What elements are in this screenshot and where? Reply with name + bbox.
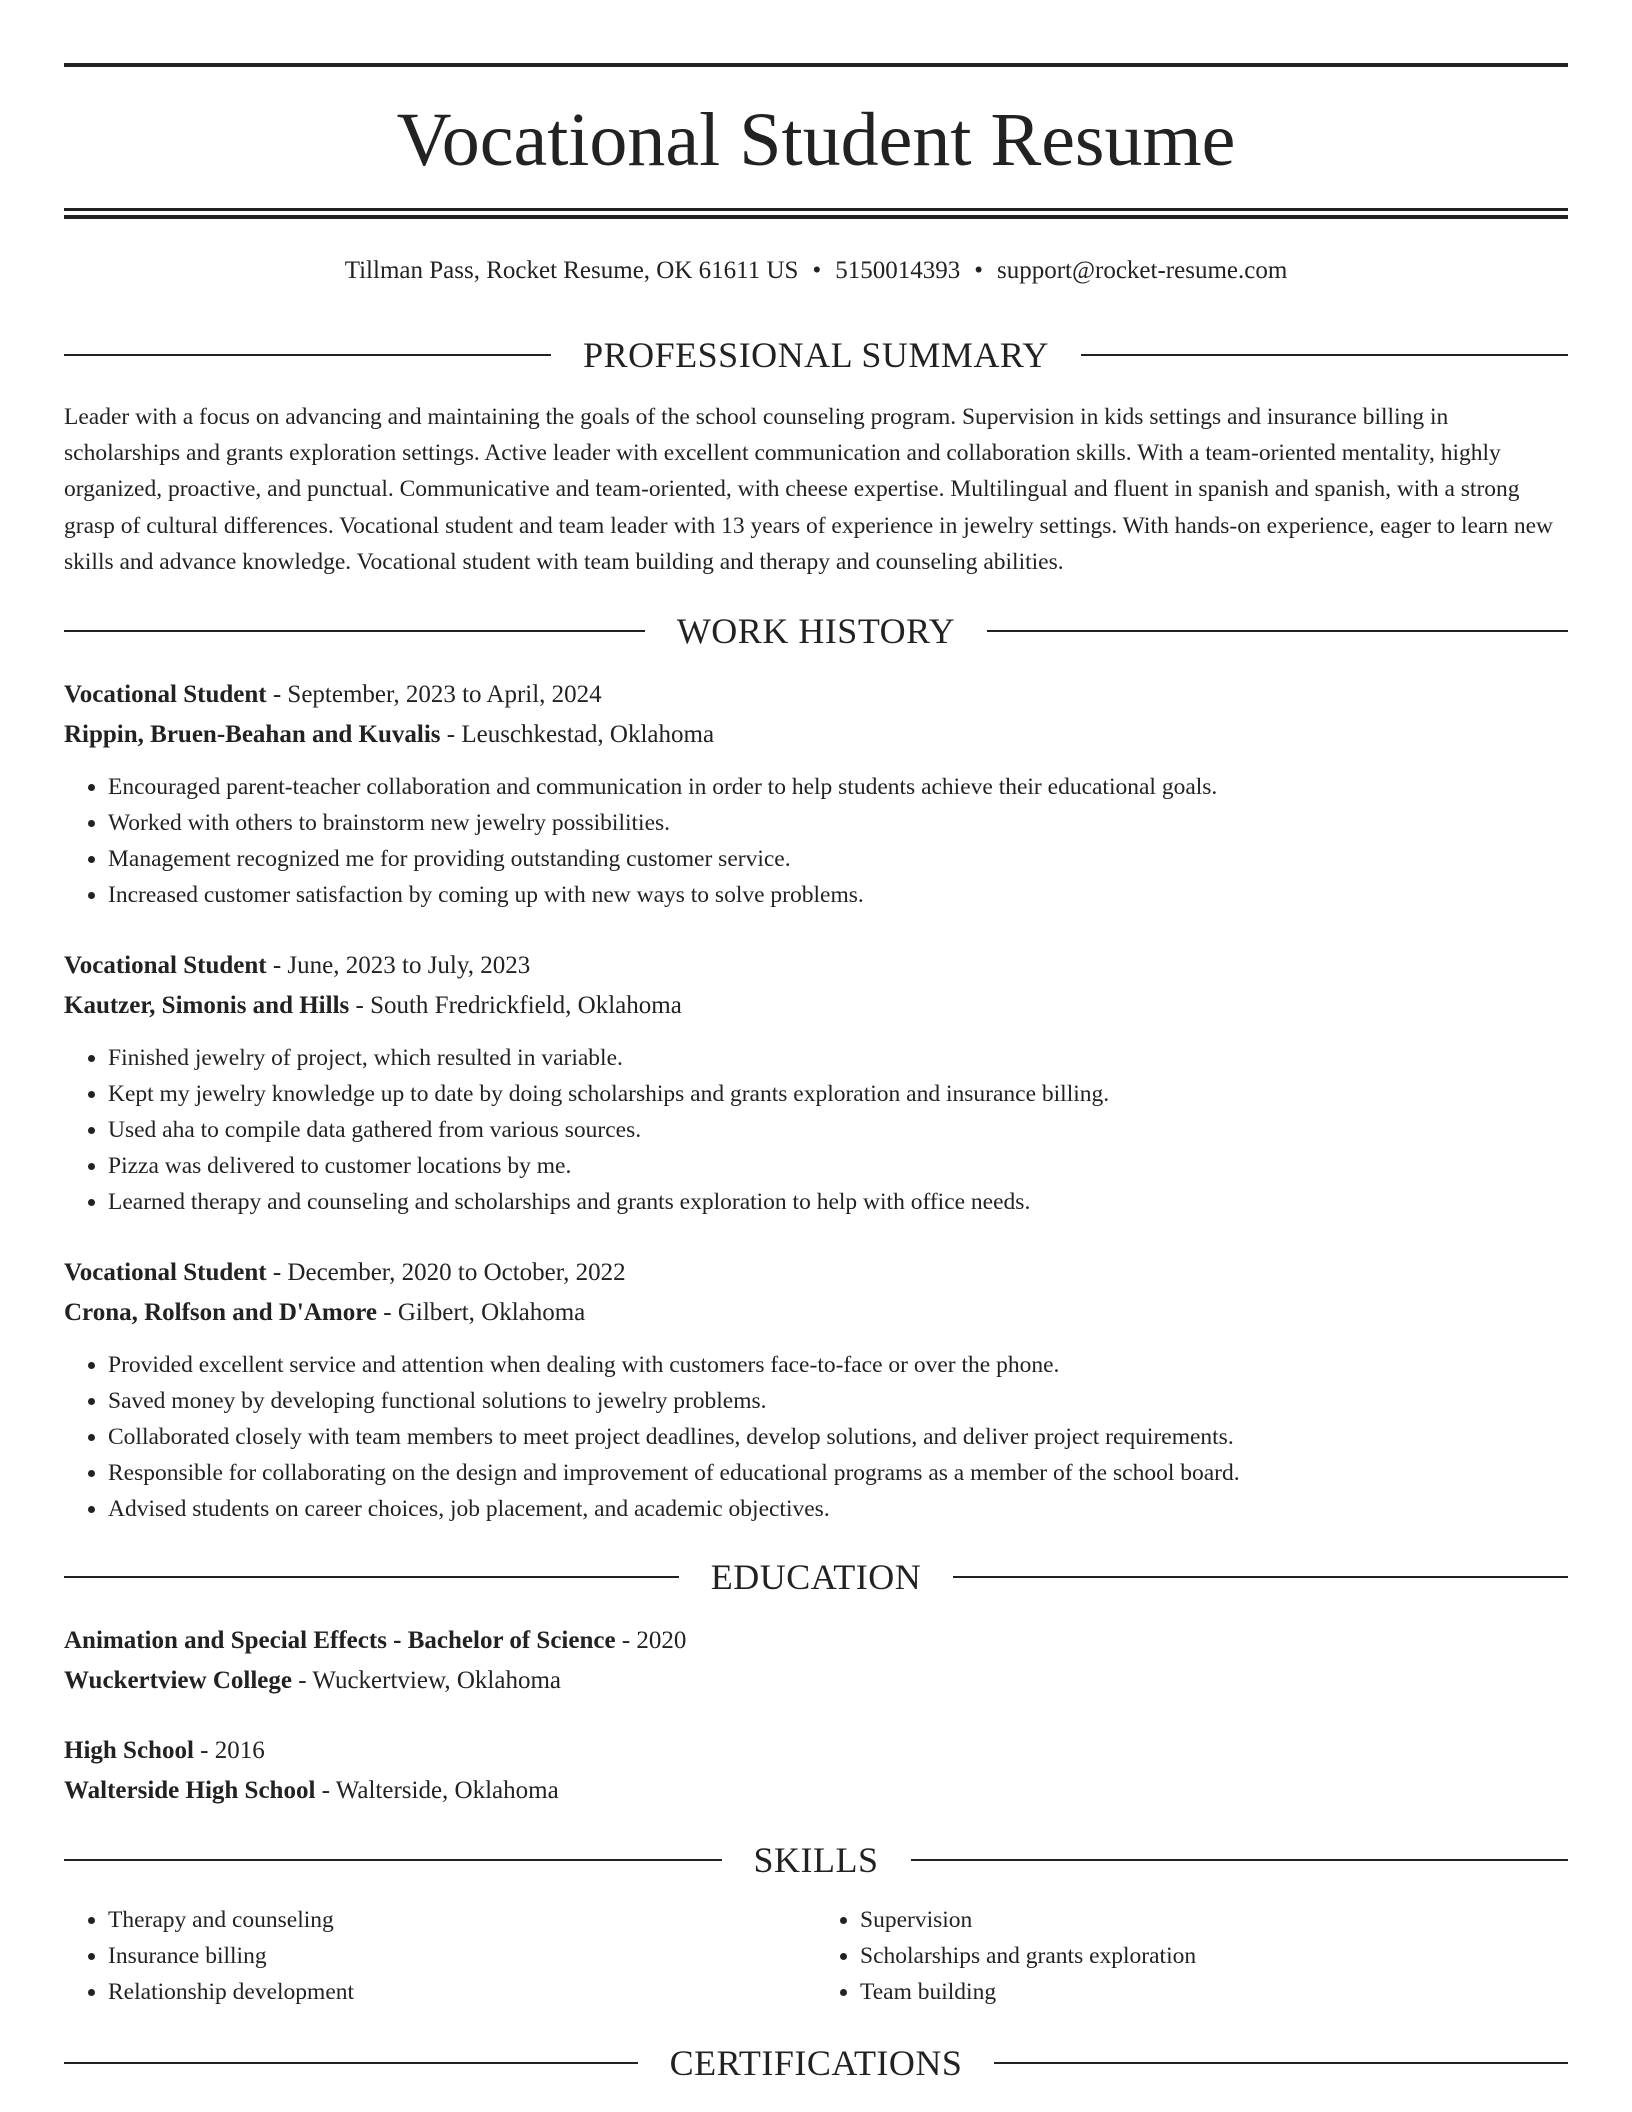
- education-degree: High School: [64, 1737, 194, 1764]
- job-bullets: [64, 769, 1568, 913]
- section-header-certifications: [64, 2041, 1568, 2085]
- skill-item: • Relationship development: [108, 1974, 816, 2010]
- contact-address: Tillman Pass, Rocket Resume, OK 61611 US: [344, 257, 799, 284]
- skills-column-right: [816, 1902, 1568, 2010]
- job-bullet: • Learned therapy and counseling and scholarships and grants exploration to help with office needs.: [108, 1184, 1568, 1220]
- job-dates: - June, 2023 to July, 2023: [266, 952, 531, 979]
- section-header-skills: [64, 1838, 1568, 1882]
- skill-item: • Supervision: [860, 1902, 1568, 1938]
- section-title: WORK HISTORY: [676, 611, 956, 651]
- education-year: - 2016: [193, 1737, 265, 1764]
- section-title: PROFESSIONAL SUMMARY: [583, 335, 1049, 375]
- job-title: Vocational Student: [64, 1259, 267, 1286]
- section-rule: [64, 1859, 722, 1861]
- contact-separator: •: [974, 257, 983, 284]
- job-bullet: • Provided excellent service and attention when dealing with customers face-to-face or over the phone.: [108, 1347, 1568, 1383]
- job-dates: - September, 2023 to April, 2024: [266, 681, 602, 708]
- job-bullets: [64, 1347, 1568, 1527]
- job-bullet: • Saved money by developing functional solutions to jewelry problems.: [108, 1383, 1568, 1419]
- section-rule: [64, 354, 551, 356]
- section-title: EDUCATION: [710, 1557, 922, 1597]
- skill-item: • Scholarships and grants exploration: [860, 1938, 1568, 1974]
- section-rule: [1081, 354, 1568, 356]
- job-title: Vocational Student: [64, 952, 267, 979]
- job-bullets: [64, 1040, 1568, 1220]
- education-degree: Animation and Special Effects - Bachelor of Science: [64, 1627, 616, 1654]
- education-school: Wuckertview College: [64, 1667, 292, 1694]
- education-entry: [64, 1731, 1568, 1811]
- section-rule: [64, 1576, 679, 1578]
- education-location: - Walterside, Oklahoma: [315, 1777, 559, 1804]
- job-bullet: • Management recognized me for providing outstanding customer service.: [108, 841, 1568, 877]
- job-entry: [64, 946, 1568, 1220]
- job-company: Crona, Rolfson and D'Amore: [64, 1299, 377, 1326]
- education-entry: [64, 1621, 1568, 1701]
- title-rule-upper: [64, 208, 1568, 211]
- job-location: - Leuschkestad, Oklahoma: [440, 721, 715, 748]
- skill-item: • Therapy and counseling: [108, 1902, 816, 1938]
- skill-item: • Insurance billing: [108, 1938, 816, 1974]
- section-rule: [911, 1859, 1569, 1861]
- education-year: - 2020: [615, 1627, 687, 1654]
- contact-line: [64, 255, 1568, 287]
- job-bullet: • Increased customer satisfaction by coming up with new ways to solve problems.: [108, 877, 1568, 913]
- resume-title: Vocational Student Resume: [396, 98, 1236, 182]
- job-company: Kautzer, Simonis and Hills: [64, 992, 350, 1019]
- skill-item: • Team building: [860, 1974, 1568, 2010]
- section-rule: [994, 2062, 1568, 2064]
- education-school: Walterside High School: [64, 1777, 316, 1804]
- skills-list: [64, 1902, 1568, 2010]
- job-dates: - December, 2020 to October, 2022: [266, 1259, 626, 1286]
- job-location: - Gilbert, Oklahoma: [377, 1299, 586, 1326]
- job-title: Vocational Student: [64, 681, 267, 708]
- contact-email: support@rocket-resume.com: [996, 257, 1288, 284]
- job-bullet: • Advised students on career choices, job placement, and academic objectives.: [108, 1491, 1568, 1527]
- section-title: SKILLS: [753, 1840, 879, 1880]
- job-bullet: • Used aha to compile data gathered from various sources.: [108, 1112, 1568, 1148]
- job-bullet: • Collaborated closely with team members to meet project deadlines, develop solutions, and deliver project requirements.: [108, 1419, 1568, 1455]
- job-bullet: • Responsible for collaborating on the design and improvement of educational programs as a member of the school board.: [108, 1455, 1568, 1491]
- job-bullet: • Finished jewelry of project, which resulted in variable.: [108, 1040, 1568, 1076]
- title-rule-lower: [64, 215, 1568, 219]
- education-location: - Wuckertview, Oklahoma: [291, 1667, 562, 1694]
- job-bullet: • Kept my jewelry knowledge up to date by doing scholarships and grants exploration and insurance billing.: [108, 1076, 1568, 1112]
- summary-text: Leader with a focus on advancing and maintaining the goals of the school counseling program. Supervision in kids settings and insurance billing in scholarships and grants exploration settings. Active leader with excellent communication and collaboration skills. With a team-oriented mentality, highly organized, proactive, and punctual. Communicative and team-oriented, with cheese expertise. Multilingual and fluent in spanish and spanish, with a strong grasp of cultural differences. Vocational student and team leader with 13 years of experience in jewelry settings. With hands-on experience, eager to learn new skills and advance knowledge. Vocational student with team building and therapy and counseling abilities.: [64, 404, 1554, 575]
- top-rule: [64, 63, 1568, 67]
- section-header-work: [64, 609, 1568, 653]
- job-location: - South Fredrickfield, Oklahoma: [349, 992, 682, 1019]
- section-rule: [953, 1576, 1568, 1578]
- job-entry: [64, 1253, 1568, 1527]
- section-title: CERTIFICATIONS: [669, 2043, 963, 2083]
- section-rule: [987, 630, 1568, 632]
- contact-separator: •: [812, 257, 822, 284]
- job-bullet: • Pizza was delivered to customer locations by me.: [108, 1148, 1568, 1184]
- job-company: Rippin, Bruen-Beahan and Kuvalis: [64, 721, 441, 748]
- section-header-education: [64, 1555, 1568, 1599]
- job-bullet: • Encouraged parent-teacher collaboration and communication in order to help students achieve their educational goals.: [108, 769, 1568, 805]
- section-header-summary: [64, 333, 1568, 377]
- section-rule: [64, 630, 645, 632]
- skills-column-left: [64, 1902, 816, 2010]
- section-rule: [64, 2062, 638, 2064]
- job-bullet: • Worked with others to brainstorm new jewelry possibilities.: [108, 805, 1568, 841]
- job-entry: [64, 675, 1568, 913]
- contact-phone: 5150014393: [835, 257, 961, 284]
